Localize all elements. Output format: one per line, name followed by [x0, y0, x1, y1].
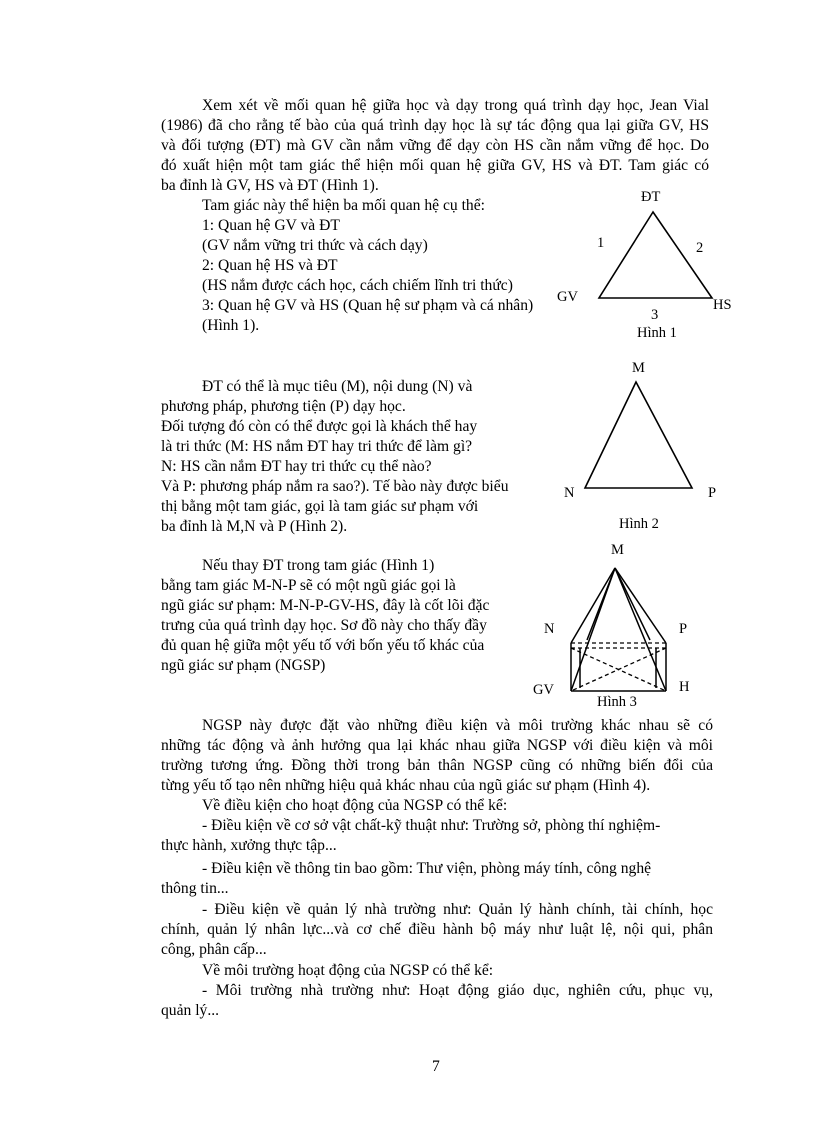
text-line: Tam giác này thể hiện ba mối quan hệ cụ thể: [202, 197, 485, 214]
text-line: đó xuất hiện một tam giác thể hiện mối quan hệ giữa GV, HS và ĐT. Tam giác có [161, 157, 709, 174]
text-line: N: HS cần nắm ĐT hay tri thức cụ thể nào? [161, 458, 432, 475]
text-line: đủ quan hệ giữa một yếu tố với bốn yếu tố khác của [161, 637, 485, 654]
side-label-2: 2 [696, 240, 704, 256]
list-item-line: - Môi trường nhà trường như: Hoạt động giáo dục, nghiên cứu, phục vụ, [202, 982, 713, 999]
text-line: (Hình 1). [202, 317, 260, 334]
text-line: phương pháp, phương tiện (P) dạy học. [161, 398, 406, 415]
list-item-line: - Điều kiện về thông tin bao gồm: Thư viện, phòng máy tính, công nghệ [202, 860, 652, 877]
text-line: Xem xét về mối quan hệ giữa học và dạy trong quá trình dạy học, Jean Vial [202, 97, 709, 114]
text-line: Nếu thay ĐT trong tam giác (Hình 1) [202, 557, 435, 574]
text-line: và đối tượng (ĐT) mà GV cần nắm vững để dạy còn HS cần nắm vững để học. Do [161, 137, 709, 154]
text-line: ĐT có thể là mục tiêu (M), nội dung (N) và [202, 378, 473, 395]
figure-caption: Hình 1 [637, 325, 677, 341]
text-line: Đối tượng đó còn có thể được gọi là khách thể hay [161, 418, 478, 435]
text-line: là tri thức (M: HS nắm ĐT hay tri thức để làm gì? [161, 438, 473, 455]
vertex-label-n: N [564, 485, 575, 501]
vertex-label-m: M [611, 542, 624, 558]
text-line: từng yếu tố tạo nên những hiệu quả khác nhau của ngũ giác sư phạm (Hình 4). [161, 777, 651, 794]
text-line: những tác động và ảnh hưởng qua lại khác nhau giữa NGSP với điều kiện và môi [161, 737, 713, 754]
figure-caption: Hình 3 [597, 694, 637, 710]
vertex-label-h: H [679, 679, 690, 695]
section-heading: Về môi trường hoạt động của NGSP có thể kể: [202, 962, 494, 979]
text-line: (HS nắm được cách học, cách chiếm lĩnh tri thức) [202, 277, 513, 294]
vertex-label-gv: GV [557, 289, 578, 305]
side-label-1: 1 [597, 235, 605, 251]
text-line: ngũ giác sư phạm: M-N-P-GV-HS, đây là cốt lõi đặc [161, 597, 490, 614]
text-line: ngũ giác sư phạm (NGSP) [161, 657, 326, 674]
text-line: NGSP này được đặt vào những điều kiện và môi trường khác nhau sẽ có [202, 717, 713, 734]
vertex-label-p: P [679, 621, 688, 637]
text-line: (1986) đã cho rằng tế bào của quá trình dạy học là sự tác động qua lại giữa GV, HS [161, 117, 709, 134]
list-item-line: thực hành, xưởng thực tập... [161, 837, 337, 854]
text-line: (GV nắm vững tri thức và cách dạy) [202, 237, 428, 254]
text-line: bằng tam giác M-N-P sẽ có một ngũ giác gọi là [161, 577, 456, 594]
text-line: 2: Quan hệ HS và ĐT [202, 257, 338, 274]
list-item-line: quản lý... [161, 1002, 220, 1019]
list-item-line: - Điều kiện về cơ sở vật chất-kỹ thuật như: Trường sở, phòng thí nghiệm- [202, 817, 661, 834]
vertex-label-p: P [708, 485, 717, 501]
vertex-label-m: M [632, 360, 645, 376]
vertex-label-hs: HS [713, 297, 732, 313]
list-item-line: công, phân cấp... [161, 941, 267, 958]
vertex-label-dt: ĐT [641, 189, 661, 205]
list-item-line: chính, quản lý nhân lực...và cơ chế điều hành bộ máy như luật lệ, nội qui, phân [161, 921, 713, 938]
text-line: trường tương ứng. Đồng thời trong bản thân NGSP cũng có những biến đổi của [161, 757, 713, 774]
list-item-line: thông tin... [161, 880, 229, 897]
list-item-line: - Điều kiện về quản lý nhà trường như: Quản lý hành chính, tài chính, học [202, 901, 713, 918]
side-label-3: 3 [651, 307, 659, 323]
vertex-label-n: N [544, 621, 555, 637]
text-line: thị bằng một tam giác, gọi là tam giác sư phạm với [161, 498, 479, 515]
text-line: 1: Quan hệ GV và ĐT [202, 217, 340, 234]
section-heading: Về điều kiện cho hoạt động của NGSP có thể kể: [202, 797, 508, 814]
text-line: Và P: phương pháp nắm ra sao?). Tế bào này được biểu [161, 478, 509, 495]
text-line: 3: Quan hệ GV và HS (Quan hệ sư phạm và cá nhân) [202, 297, 534, 314]
figure-caption: Hình 2 [619, 516, 659, 532]
text-line: ba đỉnh là GV, HS và ĐT (Hình 1). [161, 177, 379, 194]
page-number: 7 [432, 1058, 440, 1075]
text-line: ba đỉnh là M,N và P (Hình 2). [161, 518, 348, 535]
vertex-label-gv: GV [533, 682, 554, 698]
text-line: trưng của quá trình dạy học. Sơ đồ này cho thấy đầy [161, 617, 487, 634]
